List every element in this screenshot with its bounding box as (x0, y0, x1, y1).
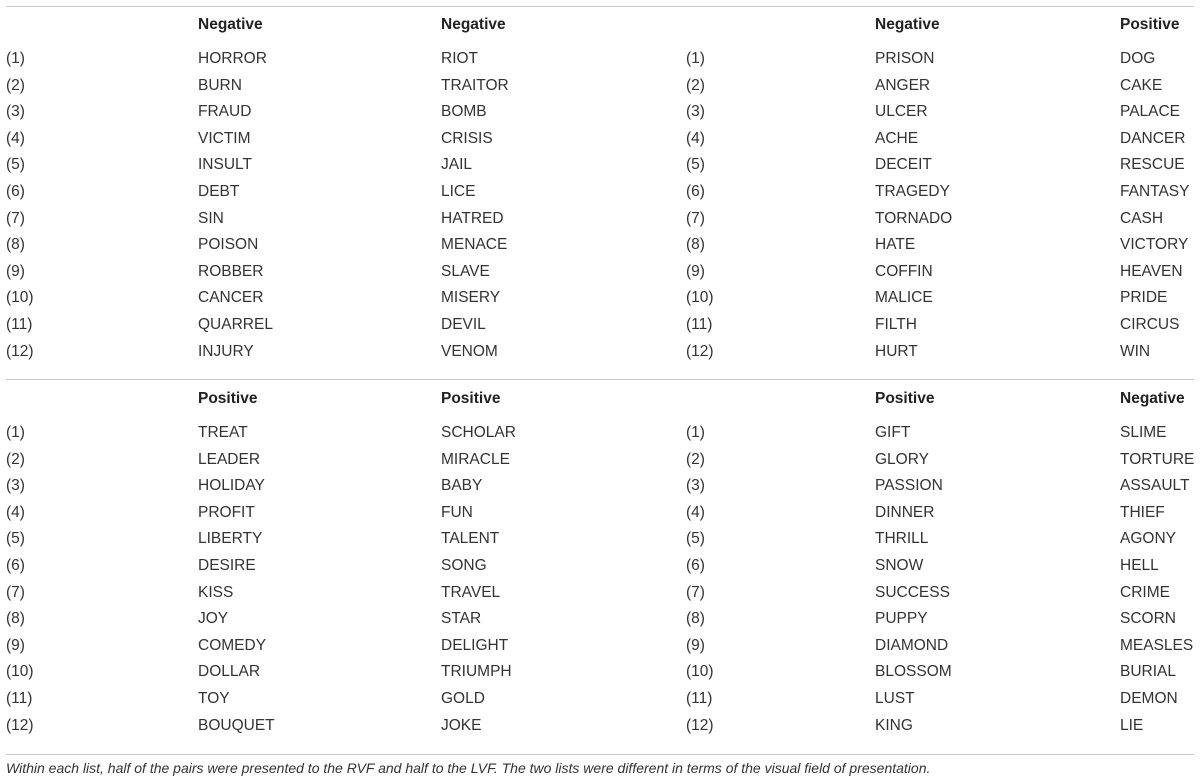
table-cell-index-left: (6) (6, 556, 25, 574)
table-cell-index-right: (5) (686, 156, 705, 174)
table-cell-word-c: COFFIN (875, 262, 933, 280)
table-cell-word-c: KING (875, 716, 913, 734)
table-cell-word-b: DEVIL (441, 315, 486, 333)
table-cell-word-d: RESCUE (1120, 156, 1185, 174)
table-cell-word-a: JOY (198, 610, 229, 628)
table-cell-word-d: DOG (1120, 50, 1156, 67)
table-cell-word-c: GLORY (875, 450, 929, 468)
table-cell-word-a: LEADER (198, 450, 261, 468)
table-cell-word-c: ACHE (875, 129, 919, 147)
table-cell-word-a: INJURY (198, 342, 254, 360)
table-row (0, 312, 1200, 339)
table-cell-word-d: DANCER (1120, 129, 1186, 147)
table-cell-word-d: DEMON (1120, 689, 1178, 707)
table-cell-word-a: TOY (198, 689, 230, 707)
table-cell-word-d: LIE (1120, 716, 1144, 734)
table-cell-index-right: (1) (686, 50, 705, 67)
table-cell-index-left: (10) (6, 663, 34, 681)
table-cell-index-right: (9) (686, 262, 705, 280)
table-cell-index-left: (3) (6, 477, 25, 495)
table-cell-word-b: DELIGHT (441, 636, 509, 654)
table-cell-word-a: ROBBER (198, 262, 264, 280)
table-cell-word-d: HELL (1120, 556, 1159, 574)
table-cell-word-a: INSULT (198, 156, 252, 174)
table-row (0, 473, 1200, 500)
column-header-word-c: Positive (875, 390, 935, 407)
table-row (0, 659, 1200, 686)
table-cell-word-d: SLIME (1120, 424, 1167, 441)
table-cell-word-d: HEAVEN (1120, 262, 1183, 280)
table-cell-word-c: PUPPY (875, 610, 928, 628)
table-row (0, 606, 1200, 633)
table-cell-word-d: BURIAL (1120, 663, 1176, 681)
table-cell-word-b: BOMB (441, 103, 487, 121)
table-cell-index-left: (10) (6, 289, 34, 307)
table-body (0, 420, 1200, 739)
table-cell-index-left: (4) (6, 503, 25, 521)
table-cell-word-b: MIRACLE (441, 450, 510, 468)
table-cell-word-b: VENOM (441, 342, 498, 360)
table-cell-word-b: MENACE (441, 236, 508, 254)
table-cell-index-left: (11) (6, 315, 33, 333)
table-row (0, 633, 1200, 660)
table-cell-index-right: (1) (686, 424, 705, 441)
column-header-word-a: Positive (198, 390, 258, 407)
table-cell-word-b: JAIL (441, 156, 473, 174)
table-cell-word-d: TORTURE (1120, 450, 1195, 468)
table-cell-word-a: QUARREL (198, 315, 273, 333)
table-cell-word-b: TRAITOR (441, 76, 509, 94)
table-cell-index-left: (1) (6, 424, 25, 441)
table-cell-word-b: SONG (441, 556, 487, 574)
table-cell-word-c: SUCCESS (875, 583, 950, 601)
table-cell-word-b: GOLD (441, 689, 485, 707)
table-cell-word-b: SCHOLAR (441, 424, 516, 441)
table-cell-word-a: FRAUD (198, 103, 252, 121)
table-cell-word-d: CIRCUS (1120, 315, 1180, 333)
column-header-word-b: Negative (441, 16, 506, 33)
table-cell-index-left: (11) (6, 689, 33, 707)
table-cell-index-right: (10) (686, 663, 714, 681)
table-cell-word-a: SIN (198, 209, 224, 227)
table-cell-index-right: (6) (686, 556, 705, 574)
table-cell-index-left: (9) (6, 262, 25, 280)
table-cell-index-right: (2) (686, 76, 705, 94)
table-cell-word-b: TRAVEL (441, 583, 501, 601)
table-row (0, 206, 1200, 233)
table-cell-word-d: SCORN (1120, 610, 1176, 628)
table-cell-word-c: DECEIT (875, 156, 932, 174)
table-cell-word-b: RIOT (441, 50, 479, 67)
table-cell-word-a: HORROR (198, 50, 267, 67)
table-cell-word-c: BLOSSOM (875, 663, 952, 681)
table-cell-word-d: FANTASY (1120, 182, 1190, 200)
table-cell-index-right: (3) (686, 103, 705, 121)
table-cell-index-left: (3) (6, 103, 25, 121)
table-cell-index-right: (5) (686, 530, 705, 548)
column-header-word-d: Negative (1120, 390, 1185, 407)
table-cell-index-left: (2) (6, 76, 25, 94)
header-row (0, 6, 1200, 46)
table-cell-word-d: PRIDE (1120, 289, 1168, 307)
table-cell-word-c: ULCER (875, 103, 928, 121)
table-cell-word-b: MISERY (441, 289, 501, 307)
table-cell-index-right: (11) (686, 315, 713, 333)
table-cell-word-c: HURT (875, 342, 918, 360)
table-cell-word-a: BURN (198, 76, 242, 94)
table-row (0, 339, 1200, 366)
table-cell-word-c: DIAMOND (875, 636, 949, 654)
table-cell-word-b: SLAVE (441, 262, 490, 280)
column-header-word-a: Negative (198, 16, 263, 33)
header-row (0, 380, 1200, 420)
table-cell-index-left: (12) (6, 716, 34, 734)
table-cell-index-left: (12) (6, 342, 34, 360)
column-header-word-d: Positive (1120, 16, 1180, 33)
table-row (0, 46, 1200, 73)
table-cell-word-d: CASH (1120, 209, 1164, 227)
table-cell-word-c: DINNER (875, 503, 935, 521)
table-cell-word-a: COMEDY (198, 636, 267, 654)
table-cell-word-c: TORNADO (875, 209, 953, 227)
table-row (0, 259, 1200, 286)
table-cell-index-right: (11) (686, 689, 713, 707)
table-cell-word-b: JOKE (441, 716, 482, 734)
table-cell-word-d: CRIME (1120, 583, 1170, 601)
table-cell-word-a: CANCER (198, 289, 264, 307)
table-cell-word-a: POISON (198, 236, 259, 254)
table-row (0, 152, 1200, 179)
table-row (0, 713, 1200, 740)
table-row (0, 99, 1200, 126)
table-cell-word-a: DOLLAR (198, 663, 261, 681)
column-header-word-b: Positive (441, 390, 501, 407)
table-cell-word-b: TALENT (441, 530, 500, 548)
table-cell-index-left: (5) (6, 530, 25, 548)
table-cell-word-d: AGONY (1120, 530, 1176, 548)
table-cell-word-b: LICE (441, 182, 476, 200)
table-cell-index-left: (8) (6, 236, 25, 254)
table-cell-word-b: CRISIS (441, 129, 493, 147)
table-cell-word-c: HATE (875, 236, 916, 254)
table-row (0, 580, 1200, 607)
table-cell-word-a: DESIRE (198, 556, 256, 574)
table-cell-index-left: (7) (6, 583, 25, 601)
table-cell-index-right: (12) (686, 716, 714, 734)
table-footnote: Within each list, half of the pairs were presented to the RVF and half to the LVF. The two lists were different in terms of the visual field of presentation. (6, 760, 931, 776)
table-cell-index-right: (7) (686, 209, 705, 227)
table-cell-word-c: LUST (875, 689, 915, 707)
table-cell-index-right: (9) (686, 636, 705, 654)
table-cell-index-left: (8) (6, 610, 25, 628)
table-row (0, 179, 1200, 206)
table-cell-word-b: BABY (441, 477, 483, 495)
table-row (0, 420, 1200, 447)
table-cell-word-a: DEBT (198, 182, 240, 200)
table-section-2 (0, 380, 1200, 739)
table-body (0, 46, 1200, 365)
table-cell-word-d: PALACE (1120, 103, 1181, 121)
table-cell-word-c: MALICE (875, 289, 933, 307)
table-cell-word-d: ASSAULT (1120, 477, 1190, 495)
table-cell-word-a: VICTIM (198, 129, 251, 147)
table-cell-index-right: (2) (686, 450, 705, 468)
table-cell-word-d: THIEF (1120, 503, 1165, 521)
table-cell-word-b: FUN (441, 503, 473, 521)
table-row (0, 232, 1200, 259)
table-cell-index-right: (7) (686, 583, 705, 601)
table-cell-index-left: (2) (6, 450, 25, 468)
table-cell-index-right: (4) (686, 129, 705, 147)
table-cell-word-c: PASSION (875, 477, 943, 495)
table-cell-word-c: ANGER (875, 76, 931, 94)
table-cell-word-d: CAKE (1120, 76, 1163, 94)
table-cell-word-a: LIBERTY (198, 530, 263, 548)
table-cell-index-left: (7) (6, 209, 25, 227)
table-cell-word-c: TRAGEDY (875, 182, 950, 200)
table-cell-word-a: PROFIT (198, 503, 255, 521)
table-cell-word-b: HATRED (441, 209, 504, 227)
table-row (0, 500, 1200, 527)
table-cell-index-right: (4) (686, 503, 705, 521)
table-cell-index-left: (1) (6, 50, 25, 67)
table-cell-index-left: (6) (6, 182, 25, 200)
table-cell-word-c: THRILL (875, 530, 929, 548)
table-cell-index-right: (6) (686, 182, 705, 200)
table-cell-word-b: STAR (441, 610, 482, 628)
table-cell-index-left: (4) (6, 129, 25, 147)
table-section-1 (0, 6, 1200, 365)
table-cell-word-c: SNOW (875, 556, 924, 574)
table-cell-index-left: (9) (6, 636, 25, 654)
table-bottom-rule (6, 754, 1194, 755)
table-cell-word-d: VICTORY (1120, 236, 1189, 254)
table-cell-word-a: KISS (198, 583, 234, 601)
table-row (0, 526, 1200, 553)
table-cell-index-right: (8) (686, 610, 705, 628)
table-cell-word-c: FILTH (875, 315, 917, 333)
table-cell-word-c: PRISON (875, 50, 935, 67)
table-row (0, 126, 1200, 153)
table-row (0, 73, 1200, 100)
table-cell-index-right: (12) (686, 342, 714, 360)
table-cell-word-a: TREAT (198, 424, 248, 441)
table-row (0, 686, 1200, 713)
table-row (0, 447, 1200, 474)
column-header-word-c: Negative (875, 16, 940, 33)
table-cell-index-left: (5) (6, 156, 25, 174)
table-row (0, 285, 1200, 312)
table-cell-word-d: WIN (1120, 342, 1151, 360)
table-cell-index-right: (3) (686, 477, 705, 495)
table-cell-index-right: (8) (686, 236, 705, 254)
table-cell-word-d: MEASLES (1120, 636, 1194, 654)
table-cell-word-a: BOUQUET (198, 716, 275, 734)
table-cell-index-right: (10) (686, 289, 714, 307)
table-row (0, 553, 1200, 580)
table-cell-word-a: HOLIDAY (198, 477, 265, 495)
table-cell-word-b: TRIUMPH (441, 663, 512, 681)
table-cell-word-c: GIFT (875, 424, 911, 441)
